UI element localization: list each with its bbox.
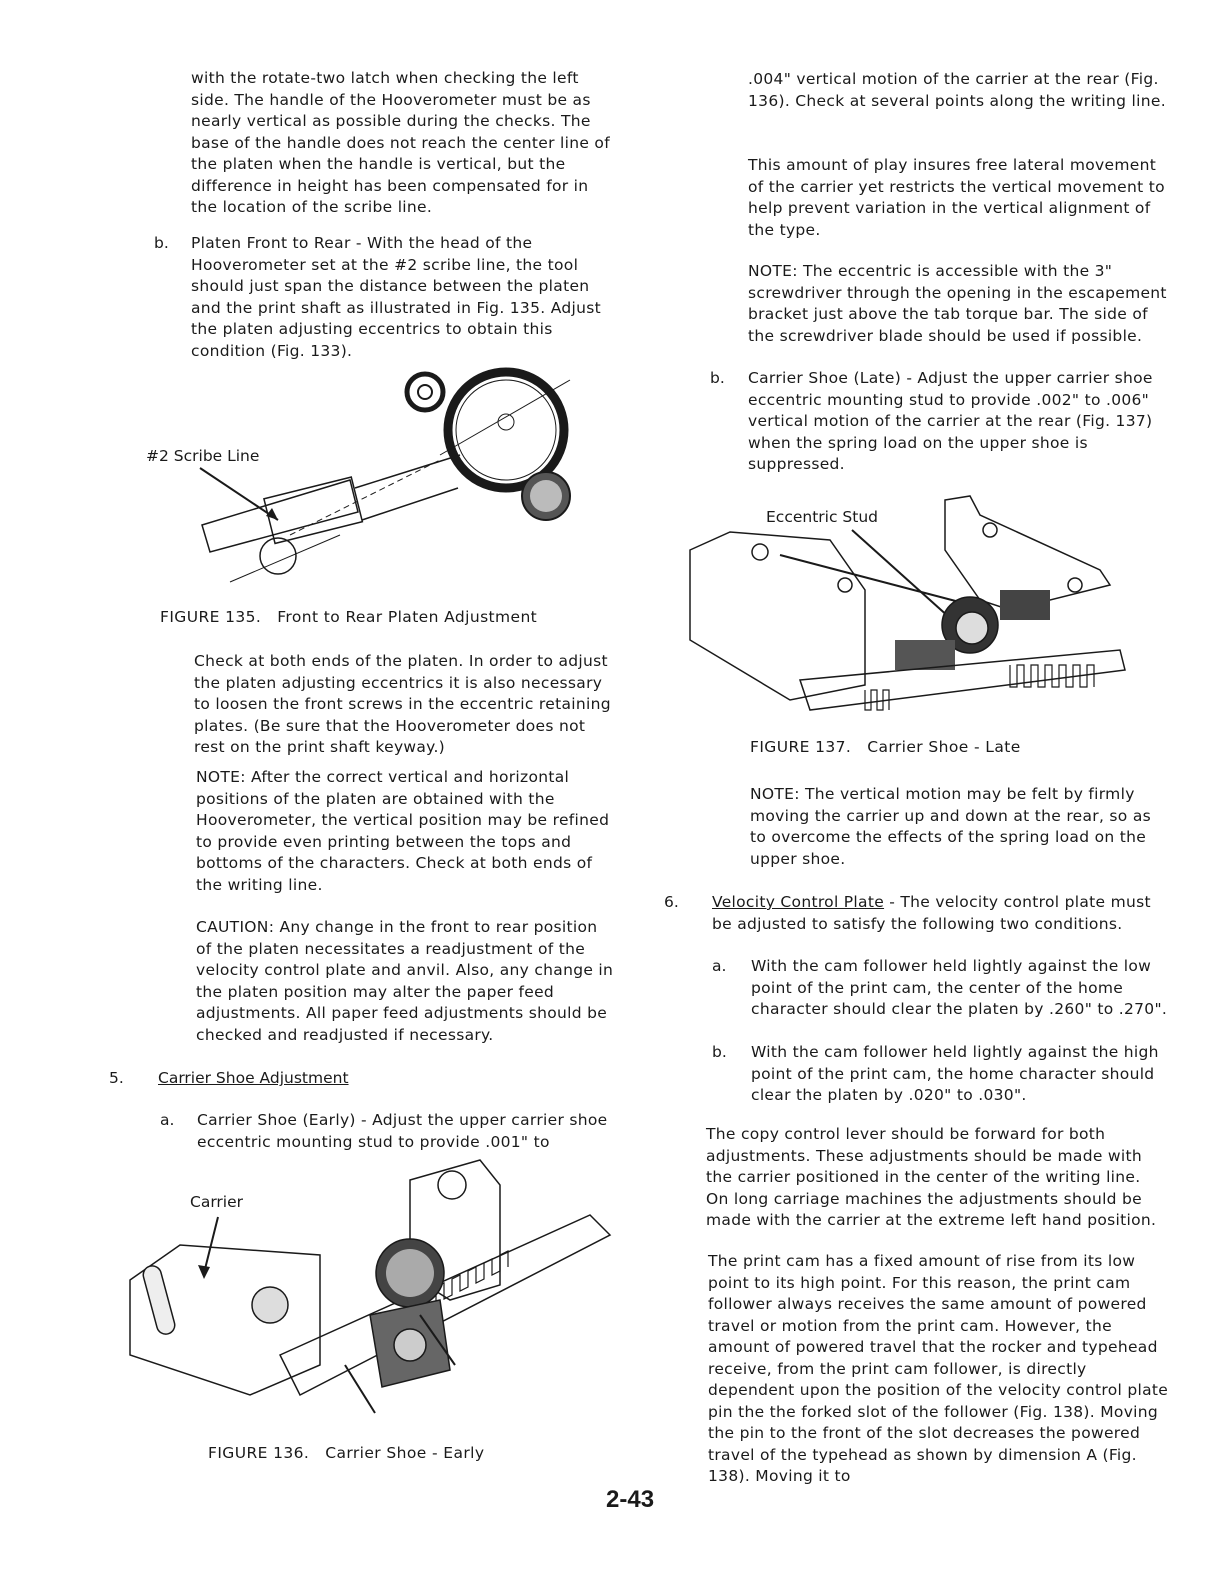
- eccentric-stud-label: Eccentric Stud: [766, 508, 878, 526]
- section-6-number: 6.: [664, 893, 679, 911]
- figure-137-caption: FIGURE 137. Carrier Shoe - Late: [750, 738, 1021, 756]
- carrier-shoe-early-text: Carrier Shoe (Early) - Adjust the upper carrier shoe eccentric mounting stud to provide .001" to: [197, 1111, 608, 1151]
- caution-paragraph: CAUTION: Any change in the front to rear position of the platen necessitates a readjustment of the velocity control plate and anvil. Also, any change in the platen position may alter the paper feed adjustments. All paper feed adjustments should be checked and readjusted if necessary.: [196, 918, 614, 1044]
- left-paragraph-continued: with the rotate-two latch when checking the left side. The handle of the Hooverometer must be as nearly vertical as possible during the checks. The base of the handle does not reach the center line of the platen when the handle is vertical, but the difference in height has been compensated for in the location of the scribe line.: [191, 69, 610, 216]
- low-point-condition: With the cam follower held lightly against the low point of the print cam, the center of the home character should clear the platen by .260" to .270".: [751, 957, 1168, 1018]
- section-5-number: 5.: [109, 1069, 124, 1087]
- item-marker-b2-right: b.: [712, 1043, 727, 1061]
- scribe-line-label: #2 Scribe Line: [146, 447, 260, 465]
- item-marker-a-right: a.: [712, 957, 727, 975]
- item-marker-a: a.: [160, 1111, 175, 1129]
- figure-136-illustration: [120, 1155, 620, 1435]
- figure-135-caption: FIGURE 135. Front to Rear Platen Adjustment: [160, 608, 538, 626]
- high-point-condition: With the cam follower held lightly against the high point of the print cam, the home character should clear the platen by .020" to .030".: [751, 1043, 1159, 1104]
- section-5-title: Carrier Shoe Adjustment: [158, 1069, 349, 1087]
- section-6-text: - The velocity control plate must be adjusted to satisfy the following two conditions.: [712, 893, 1151, 933]
- note-eccentric-accessible: NOTE: The eccentric is accessible with the 3" screwdriver through the opening in the escapement bracket just above the tab torque bar. The side of the screwdriver blade should be used if possible.: [748, 262, 1167, 345]
- carrier-shoe-late-text: Carrier Shoe (Late) - Adjust the upper carrier shoe eccentric mounting stud to provide .002" to .006" vertical motion of the carrier at the rear (Fig. 137) when the spring load on the upper shoe is suppressed.: [748, 369, 1153, 473]
- note-vertical-position: NOTE: After the correct vertical and horizontal positions of the platen are obtained with the Hooverometer, the vertical position may be refined to provide even printing between the tops and bottoms of the characters. Check at both ends of the writing line.: [196, 768, 610, 894]
- check-both-ends-paragraph: Check at both ends of the platen. In order to adjust the platen adjusting eccentrics it is also necessary to loosen the front screws in the eccentric retaining plates. (Be sure that the Hooverometer does not rest on the print shaft keyway.): [194, 652, 611, 756]
- item-marker-b: b.: [154, 234, 169, 252]
- page-number: 2-43: [606, 1486, 655, 1513]
- amount-of-play-paragraph: This amount of play insures free lateral movement of the carrier yet restricts the vertical movement to help prevent variation in the vertical alignment of the type.: [748, 156, 1165, 239]
- platen-front-to-rear-text: Platen Front to Rear - With the head of the Hooverometer set at the #2 scribe line, the tool should just span the distance between the platen and the print shaft as illustrated in Fig. 135. Adjust the platen adjusting eccentrics to obtain this condition (Fig. 133).: [191, 234, 601, 360]
- carrier-label: Carrier: [190, 1193, 244, 1211]
- figure-137-illustration: [680, 490, 1130, 720]
- figure-135-illustration: [140, 360, 580, 590]
- print-cam-paragraph: The print cam has a fixed amount of rise from its low point to its high point. For this reason, the print cam follower always receives the same amount of powered travel or motion from the print cam. However, the amount of powered travel that the rocker and typehead receive, from the print cam follower, is directly dependent upon the position of the velocity control plate pin the the forked slot of the follower (Fig. 138). Moving the pin to the front of the slot decreases the powered travel of the typehead as shown by dimension A (Fig. 138). Moving it to: [708, 1252, 1169, 1485]
- section-6-paragraph: [712, 892, 1170, 935]
- figure-136-caption: FIGURE 136. Carrier Shoe - Early: [208, 1444, 485, 1462]
- section-6-title: Velocity Control Plate: [712, 893, 885, 911]
- note-vertical-motion: NOTE: The vertical motion may be felt by firmly moving the carrier up and down at the rear, so as to overcome the effects of the spring load on the upper shoe.: [750, 785, 1151, 868]
- item-marker-b-right: b.: [710, 369, 725, 387]
- right-paragraph-continued: .004" vertical motion of the carrier at the rear (Fig. 136). Check at several points along the writing line.: [748, 70, 1166, 110]
- copy-control-paragraph: The copy control lever should be forward for both adjustments. These adjustments should be made with the carrier positioned in the center of the writing line. On long carriage machines the adjustments should be made with the carrier at the extreme left hand position.: [706, 1125, 1157, 1229]
